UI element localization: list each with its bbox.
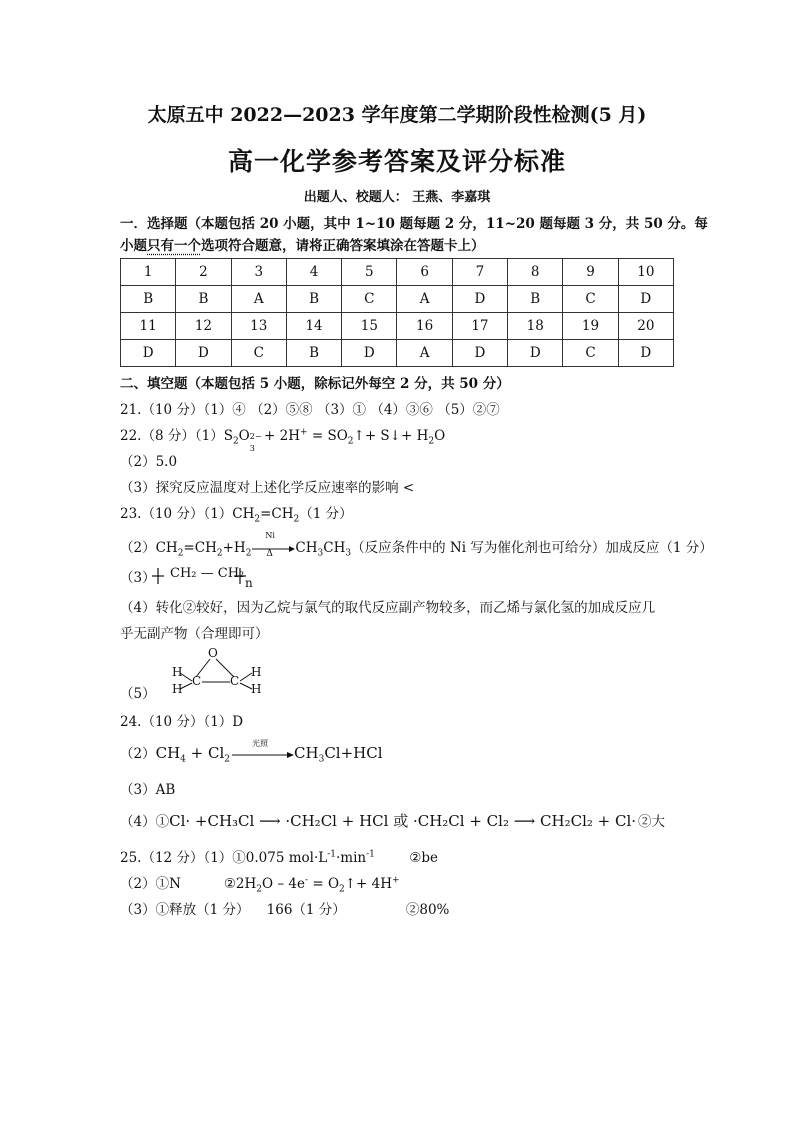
section1-heading-line1: 一．选择题（本题包括 20 小题，其中 1~10 题每题 2 分，11~20 题每题 3 分，共 50 分。每 bbox=[120, 216, 708, 232]
document-subtitle: 高一化学参考答案及评分标准 bbox=[227, 147, 566, 176]
q24-4-label: （4）① bbox=[120, 814, 170, 830]
atom-h-1: H bbox=[172, 665, 183, 679]
question-number-row bbox=[121, 313, 674, 340]
q23-2-sub4: 3 bbox=[317, 548, 324, 559]
q25-part1 bbox=[120, 846, 438, 866]
question-number-cell: 12 bbox=[176, 313, 231, 340]
section1-heading-line2 bbox=[120, 234, 485, 254]
q23-2-sub5: 3 bbox=[345, 548, 352, 559]
q22-text-e: O bbox=[434, 428, 446, 444]
section1-line2-emphasis: 只有一个 bbox=[147, 238, 201, 254]
answer-cell: A bbox=[231, 286, 286, 313]
atom-h-4: H bbox=[251, 682, 262, 696]
q23-1-a: 23.（10 分）（1）CH bbox=[120, 506, 255, 522]
atom-c-left: C bbox=[192, 674, 202, 688]
question-number-cell: 16 bbox=[397, 313, 452, 340]
answer-cell: D bbox=[452, 286, 507, 313]
q23-part2 bbox=[120, 530, 713, 559]
answer-cell: D bbox=[176, 340, 231, 367]
q22-text-d: ↑+ S↓+ H bbox=[353, 428, 429, 444]
q22-part2: （2）5.0 bbox=[120, 454, 178, 470]
question-number-cell: 11 bbox=[121, 313, 176, 340]
q22-sub3: 3 bbox=[249, 444, 255, 453]
answer-cell: B bbox=[176, 286, 231, 313]
q25-part3: （3）①释放（1 分） 166（1 分） ②80% bbox=[120, 902, 450, 918]
q25-1-sup2: -1 bbox=[366, 849, 375, 860]
q21-answer: 21.（10 分）（1）④ （2）⑤⑧ （3）① （4）③⑥ （5）②⑦ bbox=[120, 402, 500, 418]
q23-2-sub2: 2 bbox=[216, 548, 223, 559]
q23-part5-label: （5） bbox=[120, 686, 156, 702]
q24-part2 bbox=[120, 738, 383, 765]
answer-cell: C bbox=[231, 340, 286, 367]
atom-c-right: C bbox=[230, 674, 240, 688]
question-number-cell: 14 bbox=[286, 313, 341, 340]
question-number-cell: 19 bbox=[563, 313, 618, 340]
q23-2-sub1: 2 bbox=[177, 548, 184, 559]
q23-1-sub-a: 2 bbox=[254, 514, 261, 525]
atom-h-2: H bbox=[172, 682, 183, 696]
q24-part3: （3）AB bbox=[120, 782, 176, 798]
q25-1-c: ②be bbox=[374, 850, 438, 866]
question-number-cell: 8 bbox=[508, 259, 563, 286]
answer-cell: D bbox=[121, 340, 176, 367]
q23-part1 bbox=[120, 502, 353, 525]
answer-cell: A bbox=[397, 340, 452, 367]
q25-2-sub2: 2 bbox=[339, 884, 345, 895]
q24-part1: 24.（10 分）（1）D bbox=[120, 714, 244, 730]
answer-cell: B bbox=[508, 286, 563, 313]
q23-1-c: （1 分） bbox=[299, 506, 353, 522]
q22-text-c: = SO bbox=[307, 428, 348, 444]
q24-2-label: （2） bbox=[120, 746, 156, 762]
answer-cell: D bbox=[618, 286, 673, 313]
section1-line2-end: 选项符合题意，请将正确答案填涂在答题卡上） bbox=[201, 238, 485, 254]
q23-1-b: =CH bbox=[260, 506, 294, 522]
q23-2-c: +H bbox=[222, 540, 246, 556]
q25-part2 bbox=[120, 872, 400, 895]
answer-cell: B bbox=[286, 340, 341, 367]
question-number-row bbox=[121, 259, 674, 286]
q23-2-d: CH bbox=[295, 540, 318, 556]
q25-2-a: （2）①N ②2H bbox=[120, 876, 257, 892]
q24-2-sub2: 2 bbox=[224, 754, 231, 765]
question-number-cell: 7 bbox=[452, 259, 507, 286]
q25-2-sub1: 2 bbox=[256, 884, 263, 895]
q22-sub-h2o: 2 bbox=[428, 436, 435, 447]
q22-sup: 2− bbox=[249, 432, 262, 441]
answer-cell: C bbox=[563, 286, 618, 313]
question-number-cell: 1 bbox=[121, 259, 176, 286]
q24-part4-b: ②大 bbox=[638, 814, 665, 830]
q25-2-sup2: + bbox=[392, 875, 400, 886]
q24-4-equation: Cl· +CH₃Cl ⟶ ·CH₂Cl + HCl 或 ·CH₂Cl + Cl₂ ⟶ CH₂Cl₂ + Cl· bbox=[169, 812, 637, 830]
q23-2-b: =CH bbox=[183, 540, 217, 556]
q23-1-sub-b: 2 bbox=[293, 514, 300, 525]
answer-cell: B bbox=[286, 286, 341, 313]
q24-2-c: CH bbox=[294, 744, 319, 762]
q24-2-d: Cl+HCl bbox=[324, 744, 383, 762]
q24-part4 bbox=[120, 810, 636, 831]
arrow-icon bbox=[230, 747, 294, 763]
answer-cell: C bbox=[342, 286, 397, 313]
document-title: 太原五中 2022—2023 学年度第二学期阶段性检测(5 月) bbox=[147, 104, 647, 126]
q22-o: O bbox=[238, 428, 250, 444]
polymer-repeat-unit: CH₂ — CH₂ bbox=[170, 566, 245, 581]
atom-o: O bbox=[208, 646, 218, 660]
q23-part4-line1: （4）转化②较好，因为乙烷与氯气的取代反应副产物较多，而乙烯与氯化氢的加成反应几 bbox=[120, 600, 656, 616]
q23-2-sub3: 2 bbox=[245, 548, 252, 559]
q24-2-a: CH bbox=[155, 744, 181, 762]
q24-2-sub1: 4 bbox=[180, 754, 186, 765]
q25-2-sup: - bbox=[305, 875, 309, 886]
answer-cell: D bbox=[452, 340, 507, 367]
answer-table bbox=[120, 258, 674, 367]
q22-sub2: 2 bbox=[232, 436, 239, 447]
q23-2-f: （反应条件中的 Ni 写为催化剂也可给分）加成反应（1 分） bbox=[351, 540, 713, 556]
section1-line2-start: 小题 bbox=[120, 238, 147, 254]
question-number-cell: 17 bbox=[452, 313, 507, 340]
q23-2-a: （2）CH bbox=[120, 540, 178, 556]
answer-cell: B bbox=[121, 286, 176, 313]
arrow-icon bbox=[251, 541, 295, 557]
q25-2-c: = O bbox=[308, 876, 340, 892]
question-number-cell: 3 bbox=[231, 259, 286, 286]
light-condition: 光照 bbox=[252, 738, 269, 748]
q23-2-e: CH bbox=[323, 540, 346, 556]
answer-row bbox=[121, 286, 674, 313]
q25-1-sup1: -1 bbox=[327, 849, 337, 860]
answer-cell: D bbox=[618, 340, 673, 367]
answer-cell: D bbox=[342, 340, 397, 367]
q25-1-a: 25.（12 分）（1）①0.075 mol·L bbox=[120, 850, 328, 866]
q25-2-d: ↑+ 4H bbox=[344, 876, 393, 892]
question-number-cell: 6 bbox=[397, 259, 452, 286]
question-number-cell: 15 bbox=[342, 313, 397, 340]
q22-plus: + bbox=[300, 427, 308, 438]
q22-sub-so2: 2 bbox=[347, 436, 354, 447]
q24-2-b: + Cl bbox=[185, 744, 225, 762]
question-number-cell: 10 bbox=[618, 259, 673, 286]
question-number-cell: 2 bbox=[176, 259, 231, 286]
q22-part1 bbox=[120, 424, 446, 453]
q22-part3: （3）探究反应温度对上述化学反应速率的影响 < bbox=[120, 480, 415, 496]
polymer-n: n bbox=[245, 576, 253, 590]
question-number-cell: 13 bbox=[231, 313, 286, 340]
answer-cell: D bbox=[508, 340, 563, 367]
question-number-cell: 4 bbox=[286, 259, 341, 286]
answer-cell: A bbox=[397, 286, 452, 313]
reaction-arrow-light bbox=[230, 738, 294, 763]
q22-text-a: 22.（8 分）（1）S bbox=[120, 428, 233, 444]
section2-heading: 二、填空题（本题包括 5 小题，除标记外每空 2 分，共 50 分） bbox=[120, 376, 510, 392]
q23-part4-line2: 乎无副产物（合理即可） bbox=[120, 626, 269, 642]
q22-text-b: + 2H bbox=[259, 428, 301, 444]
authors-line: 出题人、校题人： 王燕、李嘉琪 bbox=[303, 190, 491, 205]
answer-row bbox=[121, 340, 674, 367]
catalyst-label: Ni bbox=[265, 530, 275, 540]
q24-2-sub3: 3 bbox=[318, 754, 325, 765]
answer-cell: C bbox=[563, 340, 618, 367]
heat-label: Δ bbox=[266, 548, 273, 559]
q25-1-b: ·min bbox=[336, 850, 367, 866]
q23-3-label: （3） bbox=[120, 570, 156, 586]
question-number-cell: 5 bbox=[342, 259, 397, 286]
reaction-arrow-ni bbox=[251, 530, 295, 559]
question-number-cell: 9 bbox=[563, 259, 618, 286]
q25-2-b: O – 4e bbox=[262, 876, 305, 892]
question-number-cell: 18 bbox=[508, 313, 563, 340]
atom-h-3: H bbox=[251, 665, 262, 679]
question-number-cell: 20 bbox=[618, 313, 673, 340]
